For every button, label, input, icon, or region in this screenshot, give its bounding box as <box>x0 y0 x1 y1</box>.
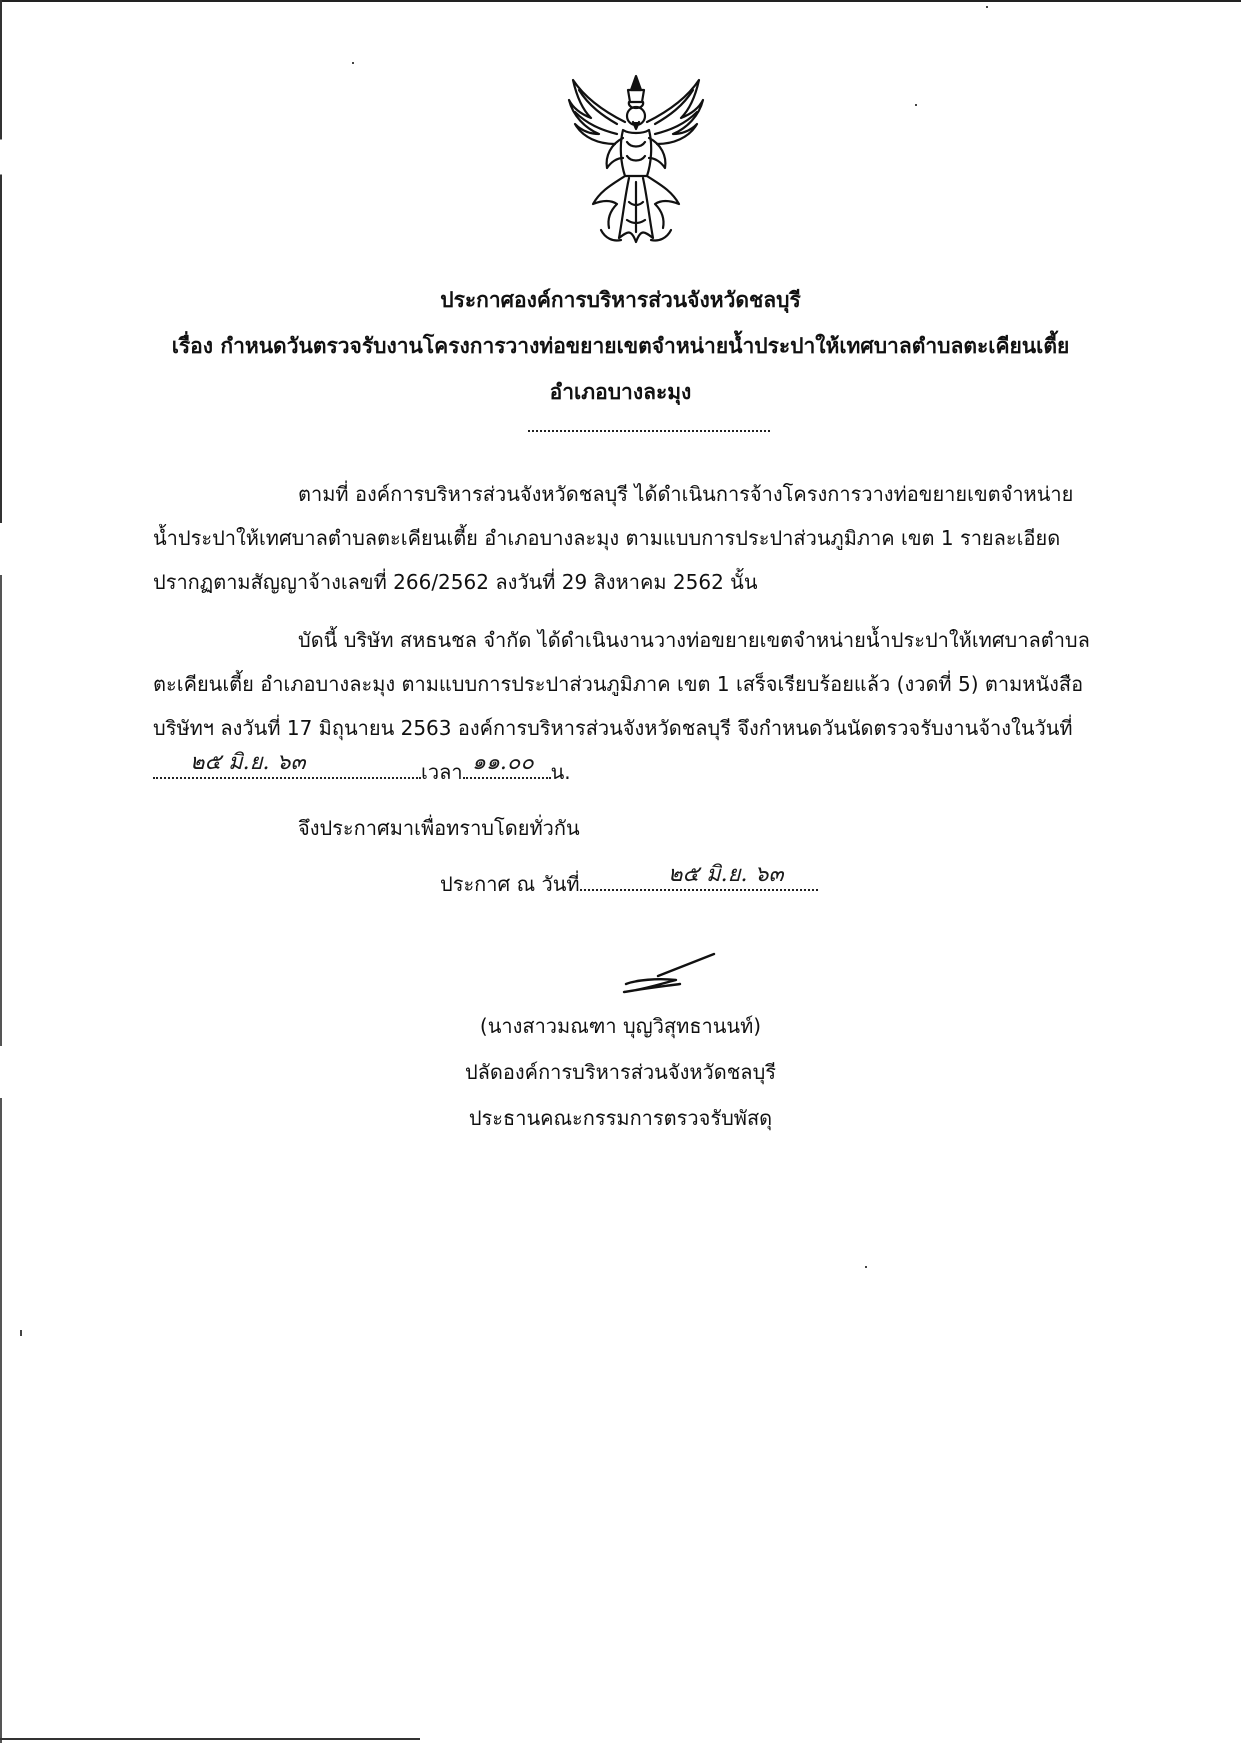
announcement-subject-district: อำเภอบางละมุง <box>549 380 692 404</box>
announcement-title: ประกาศองค์การบริหารส่วนจังหวัดชลบุรี <box>440 288 801 312</box>
scan-speck <box>915 104 917 106</box>
paragraph-1-line-3: ปรากฏตามสัญญาจ้างเลขที่ 266/2562 ลงวันที่ 29 สิงหาคม 2562 นั้น <box>153 570 758 594</box>
scan-speck <box>986 6 988 8</box>
signatory-position: ปลัดองค์การบริหารส่วนจังหวัดชลบุรี <box>464 1060 777 1084</box>
handwritten-announcement-date: ๒๕ มิ.ย. ๖๓ <box>668 862 784 887</box>
scan-edge-top <box>0 0 1241 2</box>
signatory-committee-role: ประธานคณะกรรมการตรวจรับพัสดุ <box>468 1106 773 1130</box>
announcement-date-label: ประกาศ ณ วันที่ <box>440 872 580 896</box>
scan-speck <box>865 1266 867 1268</box>
handwritten-inspection-time: ๑๑.๐๐ <box>472 750 534 775</box>
scan-speck <box>20 1330 22 1336</box>
title-divider <box>528 428 770 432</box>
paragraph-2-line-2: ตะเคียนเตี้ย อำเภอบางละมุง ตามแบบการประปาส่วนภูมิภาค เขต 1 เสร็จเรียบร้อยแล้ว (งวดที่ 5) ตามหนังสือ <box>153 672 1084 696</box>
scan-speck <box>352 62 354 64</box>
signatory-name: (นางสาวมณฑา บุญวิสุทธานนท์) <box>479 1014 762 1038</box>
garuda-emblem-icon <box>565 72 707 250</box>
paragraph-1-line-1: ตามที่ องค์การบริหารส่วนจังหวัดชลบุรี ได้ดำเนินการจ้างโครงการวางท่อขยายเขตจำหน่าย <box>298 482 1074 506</box>
handwritten-inspection-date: ๒๕ มิ.ย. ๖๓ <box>190 750 306 775</box>
time-label: เวลา <box>421 760 463 784</box>
handwritten-signature-icon <box>618 950 718 1000</box>
scan-edge-bottom <box>0 1738 420 1740</box>
scan-edge-left <box>0 0 2 1743</box>
paragraph-2-line-1: บัดนี้ บริษัท สหธนชล จำกัด ได้ดำเนินงานวางท่อขยายเขตจำหน่ายน้ำประปาให้เทศบาลตำบล <box>298 628 1090 652</box>
paragraph-1-line-2: น้ำประปาให้เทศบาลตำบลตะเคียนเตี้ย อำเภอบางละมุง ตามแบบการประปาส่วนภูมิภาค เขต 1 รายละเอียด <box>153 526 1061 550</box>
announcement-subject: เรื่อง กำหนดวันตรวจรับงานโครงการวางท่อขยายเขตจำหน่ายน้ำประปาให้เทศบาลตำบลตะเคียนเตี้ย <box>171 334 1070 358</box>
paragraph-2-line-3: บริษัทฯ ลงวันที่ 17 มิถุนายน 2563 องค์การบริหารส่วนจังหวัดชลบุรี จึงกำหนดวันนัดตรวจรับงานจ้างในวันที่ <box>153 716 1073 740</box>
time-unit: น. <box>550 760 571 784</box>
closing-statement: จึงประกาศมาเพื่อทราบโดยทั่วกัน <box>298 816 580 840</box>
